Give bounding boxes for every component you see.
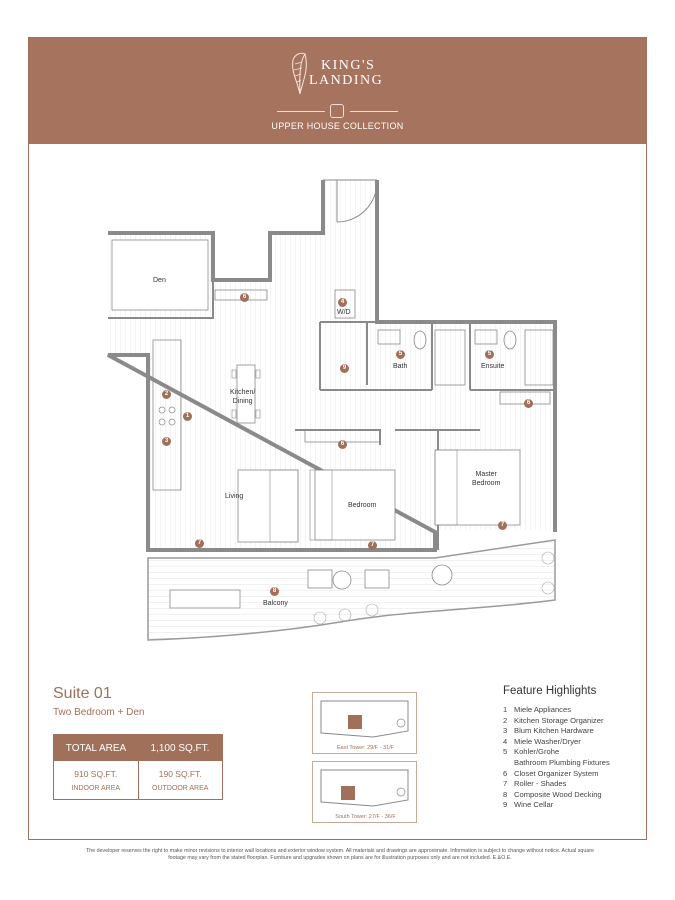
feature-marker-5-ensuite: 5 [485,350,494,359]
total-area-value: 1,100 SQ.FT. [150,742,210,754]
feature-item: 3 Blum Kitchen Hardware [503,726,594,736]
feature-marker-4: 4 [338,298,347,307]
feature-item: 2 Kitchen Storage Organizer [503,715,604,725]
suite-title: Suite 01 [53,685,112,702]
feature-marker-7-living: 7 [195,539,204,548]
feature-marker-9: 9 [340,364,349,373]
feature-marker-5-bath: 5 [396,350,405,359]
feature-marker-6-master: 6 [524,399,533,408]
room-label-bath: Bath [393,363,408,370]
suite-subtitle: Two Bedroom + Den [53,707,145,718]
feature-marker-6-den: 6 [240,293,249,302]
feature-marker-7-master: 7 [498,521,507,530]
east-tower-keyplan-drawing [313,693,418,743]
brand-header [29,38,646,144]
feature-highlights-list [503,705,653,811]
room-label-den: Den [153,277,166,284]
feature-item: 5 Kohler/Grohe Bathroom Plumbing Fixtures [503,747,610,767]
total-area-label: TOTAL AREA [65,742,127,754]
key-plan-east-tower [312,692,417,754]
feature-marker-1: 1 [183,412,192,421]
room-label-ensuite: Ensuite [481,363,505,370]
key-plan-south-tower [312,761,417,823]
indoor-area-cell [54,761,138,799]
indoor-area-label: INDOOR AREA [71,785,121,792]
feature-marker-3: 3 [162,437,171,446]
outdoor-area-cell [138,761,223,799]
feature-item: 8 Composite Wood Decking [503,789,602,799]
collection-name: UPPER HOUSE COLLECTION [271,121,404,131]
feature-marker-2: 2 [162,390,171,399]
brand-divider-left [277,111,325,112]
feature-item: 9 Wine Cellar [503,800,554,810]
brand-seal-icon [330,104,344,118]
area-summary-table [53,734,223,800]
room-label-master-bedroom: Master Bedroom [472,471,501,487]
outdoor-area-value: 190 SQ.FT. [158,769,202,779]
legal-disclaimer: The developer reserves the right to make minor revisions to interior wall locations and exterior window system. All materials and drawings are approximate. Information is subject to change without notice. Actual square footage may vary from the stated floorplan. Furniture and upgrades shown on plans are for illustration purposes only and are not included. E.&O.E. [86,848,594,862]
feature-item: 1 Miele Appliances [503,705,571,714]
floor-plan [80,140,580,650]
room-label-balcony: Balcony [263,600,288,607]
outdoor-area-label: OUTDOOR AREA [152,785,209,792]
east-tower-caption: East Tower: 29/F - 31/F [336,745,395,751]
south-tower-keyplan-drawing [313,762,418,812]
area-breakdown-row [54,761,222,799]
floor-plan-drawing [80,140,580,650]
room-label-wd: W/D [337,309,351,316]
brand-name-line2: LANDING [309,73,384,88]
feature-marker-6-bedroom: 6 [338,440,347,449]
area-total-row [54,735,222,761]
brand-name-line1: KING'S [321,58,376,73]
indoor-area-value: 910 SQ.FT. [74,769,118,779]
brand-divider-right [350,111,398,112]
feature-marker-8: 8 [270,587,279,596]
room-label-living: Living [225,493,244,500]
feature-item: 4 Miele Washer/Dryer [503,736,581,746]
room-label-kitchen-dining: Kitchen/ Dining [230,389,256,405]
feature-item: 6 Closet Organizer System [503,768,599,778]
south-tower-caption: South Tower: 27/F - 36/F [335,814,396,820]
feature-highlights-title: Feature Highlights [503,685,597,697]
feature-marker-7-bedroom: 7 [368,541,377,550]
room-label-bedroom: Bedroom [348,502,377,509]
feature-item: 7 Roller - Shades [503,779,567,789]
